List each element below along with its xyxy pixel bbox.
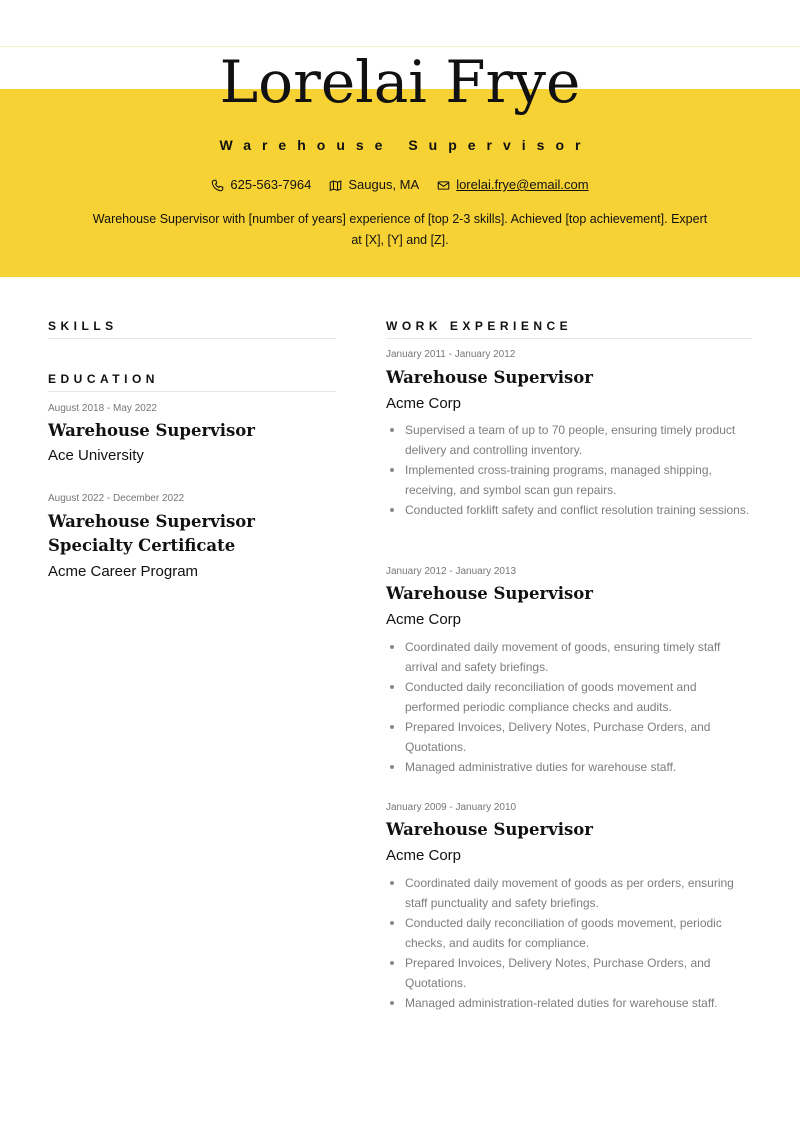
job-title-entry: Warehouse Supervisor: [386, 368, 593, 387]
education-date: August 2018 - May 2022: [48, 403, 157, 414]
contact-phone: [211, 176, 311, 194]
list-item: Supervised a team of up to 70 people, ensuring timely product delivery and controlling inventory.: [386, 420, 752, 460]
education-title: Warehouse Supervisor: [48, 421, 255, 440]
job-title-entry: Warehouse Supervisor: [386, 584, 593, 603]
experience-heading: WORK EXPERIENCE: [386, 319, 573, 333]
education-org: Ace University: [48, 447, 144, 464]
list-item: Conducted daily reconciliation of goods movement and performed periodic compliance checks and audits.: [386, 677, 752, 717]
list-item: Conducted daily reconciliation of goods movement, periodic checks, and audits for compliance.: [386, 913, 752, 953]
job-title-entry: Warehouse Supervisor: [386, 820, 593, 839]
job-title: Warehouse Supervisor: [219, 137, 592, 153]
contact-row: [0, 176, 800, 194]
skills-rule: [48, 338, 336, 339]
list-item: Managed administrative duties for warehouse staff.: [386, 757, 752, 777]
summary-text: Warehouse Supervisor with [number of years] experience of [top 2-3 skills]. Achieved [top achievement]. Expert at [X], [Y] and [Z].: [92, 212, 708, 247]
email-link[interactable]: lorelai.frye@email.com: [456, 177, 589, 192]
job-company: Acme Corp: [386, 611, 462, 628]
candidate-name: Lorelai Frye: [219, 48, 581, 116]
list-item: Coordinated daily movement of goods as per orders, ensuring staff punctuality and safety briefings.: [386, 873, 752, 913]
map-icon: [329, 179, 342, 192]
location-text: Saugus, MA: [348, 177, 420, 192]
list-item: Managed administration-related duties for warehouse staff.: [386, 993, 752, 1013]
education-heading: EDUCATION: [48, 372, 159, 386]
contact-location: [329, 176, 419, 194]
job-date: January 2009 - January 2010: [386, 802, 517, 813]
list-item: Coordinated daily movement of goods, ensuring timely staff arrival and safety briefings.: [386, 637, 752, 677]
education-title: Warehouse Supervisor Specialty Certificate: [48, 512, 255, 555]
education-org: Acme Career Program: [48, 563, 199, 580]
list-item: Prepared Invoices, Delivery Notes, Purchase Orders, and Quotations.: [386, 717, 752, 757]
phone-icon: [211, 179, 224, 192]
job-date: January 2011 - January 2012: [386, 349, 516, 360]
list-item: Implemented cross-training programs, managed shipping, receiving, and symbol scan gun repairs.: [386, 460, 752, 500]
mail-icon: [437, 179, 450, 192]
job-bullets: [386, 873, 752, 1013]
education-rule: [48, 391, 336, 392]
list-item: Conducted forklift safety and conflict resolution training sessions.: [386, 500, 752, 520]
job-company: Acme Corp: [386, 847, 462, 864]
job-date: January 2012 - January 2013: [386, 566, 517, 577]
experience-rule: [386, 338, 752, 339]
skills-heading: SKILLS: [48, 319, 118, 333]
contact-email[interactable]: [437, 176, 588, 194]
job-bullets: [386, 637, 752, 777]
phone-text: 625-563-7964: [230, 177, 312, 192]
job-bullets: [386, 420, 752, 520]
education-date: August 2022 - December 2022: [48, 493, 185, 504]
list-item: Prepared Invoices, Delivery Notes, Purchase Orders, and Quotations.: [386, 953, 752, 993]
job-company: Acme Corp: [386, 395, 462, 412]
